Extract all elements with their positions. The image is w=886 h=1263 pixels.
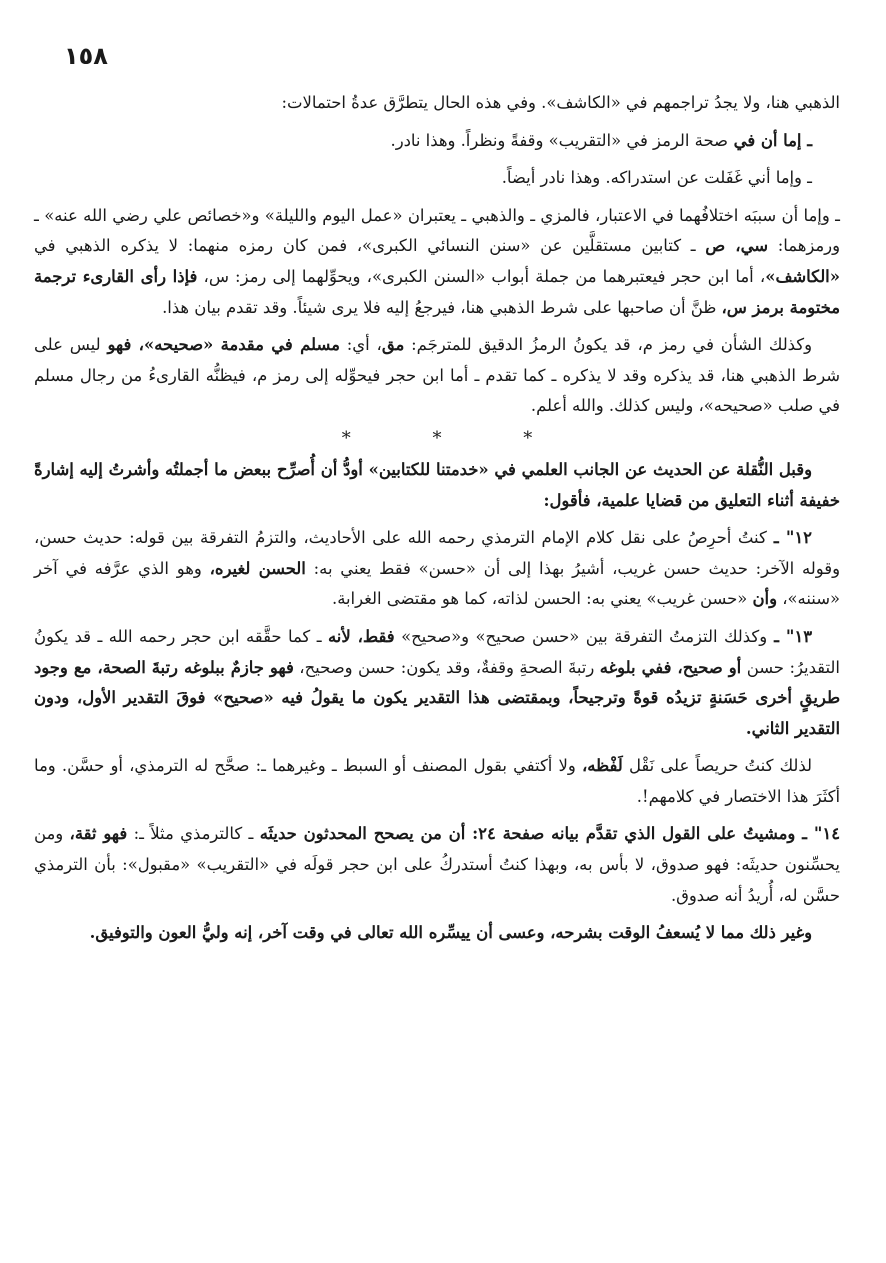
para-before-moving-segment: وقبل النُّقلة عن الحديث عن الجانب العلمي في «خدمتنا للكتابين» أودُّ أن أُصرِّح ببعض ما أجملتُه وأشرتُ إليه إشارةً خفيفة أثناء التعليق من قضايا علمية، فأقول:	[34, 459, 840, 510]
para-possibility-3-segment: سي، ص	[705, 236, 768, 256]
para-possibility-3-segment: فإذا رأى القارىء ترجمة مختومة برمز س،	[34, 266, 840, 317]
para-point-13-segment: ١٣" ـ	[767, 626, 812, 646]
para-point-14	[34, 819, 840, 911]
para-possibility-1	[34, 126, 840, 157]
page-body	[34, 88, 840, 956]
para-muslim-symbol	[34, 330, 840, 422]
para-muslim-symbol-segment: مق	[381, 335, 405, 355]
para-therefore-segment: لذلك كنتُ حريصاً على نَقْل	[622, 756, 812, 776]
para-point-14-segment: ومن يحسِّنون حديثَه: فهو صدوق، لا بأس به، وبهذا كنتُ أستدركُ على ابن حجر قولَه في «التقريب» «مقبول»: بأن الترمذي حسَّن له، أُريدُ أنه صدوق.	[34, 824, 840, 905]
para-therefore	[34, 751, 840, 812]
para-point-14-segment: ـ كالترمذي مثلاً ـ:	[127, 824, 260, 844]
para-point-12-segment: وهو الذي عرَّفه في آخر «سننه»،	[34, 558, 840, 609]
para-point-12	[34, 523, 840, 615]
para-possibility-3-segment: ، أما ابن حجر فيعتبرهما من جملة أبواب «السنن الكبرى»، ويحوِّلهما إلى رمز: س،	[197, 266, 766, 286]
para-point-12-segment: ١٢" ـ	[766, 528, 812, 548]
para-point-13-segment: ـ كما حقَّقه ابن حجر رحمه الله ـ قد يكونُ التقديرُ: حسن	[34, 626, 840, 677]
para-point-13-segment: فهو جازمٌ ببلوغه رتبةَ الصحة، مع وجود طريقٍ أخرى حَسَنةٍ تزيدُه قوةً وترجيحاً، وبمقتضى هذا التقدير يكون ما يقولُ فيه «صحيح» فوقَ التقدير الأول، ودون التقدير الثاني.	[34, 657, 840, 738]
para-point-12-segment: الحسن لغيره،	[209, 558, 306, 578]
para-point-13-segment: فقط، لأنه	[327, 626, 395, 646]
para-before-moving	[34, 455, 840, 516]
para-possibility-3	[34, 201, 840, 323]
para-point-12-segment: كنتُ أحرِصُ على نقل كلام الإمام الترمذي رحمه الله على الأحاديث، والتزمُ التفرقة بين قوله: حديث حسن، وقوله الآخر: حديث حسن غريب، أشيرُ بهذا إلى أن «حسن» فقط يعني به:	[34, 528, 841, 578]
para-point-13	[34, 622, 840, 744]
para-possibility-3-segment: ـ وإما أن سببَه اختلافُهما في الاعتبار، فالمزي ـ والذهبي ـ يعتبران «عمل اليوم والليلة» و«خصائص علي رضي الله عنه» ـ ورمزهما:	[34, 205, 841, 256]
para-muslim-symbol-segment: ليس على شرط الذهبي هنا، قد يذكره وقد لا يذكره ـ كما تقدم ـ أما ابن حجر فيحوِّله إلى رمز م، فيظنُّه القارىءُ من رجال مسلم في صلب «صحيحه»، وليس كذلك. والله أعلم.	[34, 335, 840, 416]
para-intro-segment: الذهبي هنا، ولا يجدُ تراجمهم في «الكاشف». وفي هذه الحال يتطرَّق عدةُ احتمالات:	[281, 93, 840, 112]
para-point-12-segment: «حسن غريب» يعني به: الحسن لذاته، كما هو مقتضى الغرابة.	[331, 589, 753, 609]
para-point-14-segment: ١٤" ـ ومشيتُ على القول الذي تقدَّم بيانه صفحة ٢٤: أن من يصحح المحدثون حديثَه	[259, 824, 840, 844]
para-intro	[34, 88, 840, 119]
para-possibility-1-segment: صحة الرمز في «التقريب» وقفةً ونظراً. وهذا نادر.	[390, 130, 728, 150]
para-point-13-segment: أو صحيح، ففي بلوغه	[599, 657, 742, 677]
para-possibility-2-segment: ـ وإما أني غَفَلت عن استدراكه. وهذا نادر أيضاً.	[501, 168, 812, 188]
section-divider: * * *	[341, 427, 571, 449]
para-possibility-2	[34, 163, 840, 194]
para-point-13-segment: رتبةَ الصحةِ وقفةٌ، وقد يكون: حسن وصحيح،	[293, 657, 600, 677]
para-closing	[34, 918, 840, 949]
page-number: ١٥٨	[64, 42, 108, 70]
para-therefore-segment: ولا أكتفي بقول المصنف أو السبط ـ وغيرهما ـ: صحَّح له الترمذي، أو حسَّن. وما أكثَرَ هذا الاختصار في كلامهم!.	[34, 756, 840, 806]
para-closing-segment: وغير ذلك مما لا يُسعفُ الوقت بشرحه، وعسى أن ييسِّره الله تعالى في وقت آخر، إنه وليُّ العون والتوفيق.	[89, 923, 812, 943]
para-muslim-symbol-segment: مسلم في مقدمة «صحيحه»، فهو	[107, 335, 340, 355]
para-possibility-1-segment: ـ إما أن في	[727, 130, 812, 150]
para-muslim-symbol-segment: ، أي:	[339, 335, 382, 355]
para-possibility-3-segment: «الكاشف»	[765, 266, 840, 286]
para-muslim-symbol-segment: وكذلك الشأن في رمز م، قد يكونُ الرمزُ الدقيق للمترجَم:	[404, 335, 813, 355]
para-therefore-segment: لَفْظه،	[581, 756, 623, 776]
para-possibility-3-segment: ـ كتابين مستقلَّين عن «سنن النسائي الكبرى»، فمن كان رمزه منهما: لا يذكره الذهبي في	[34, 236, 706, 256]
para-point-13-segment: وكذلك التزمتُ التفرقة بين «حسن صحيح» و«صحيح»	[394, 626, 768, 646]
para-point-12-segment: وأن	[752, 589, 778, 609]
para-possibility-3-segment: ظنَّ أن صاحبها على شرط الذهبي هنا، فيرجعُ إليه فلا يرى شيئاً. وقد تقدم بيان هذا.	[162, 297, 722, 317]
para-point-14-segment: فهو ثقة،	[69, 824, 128, 844]
